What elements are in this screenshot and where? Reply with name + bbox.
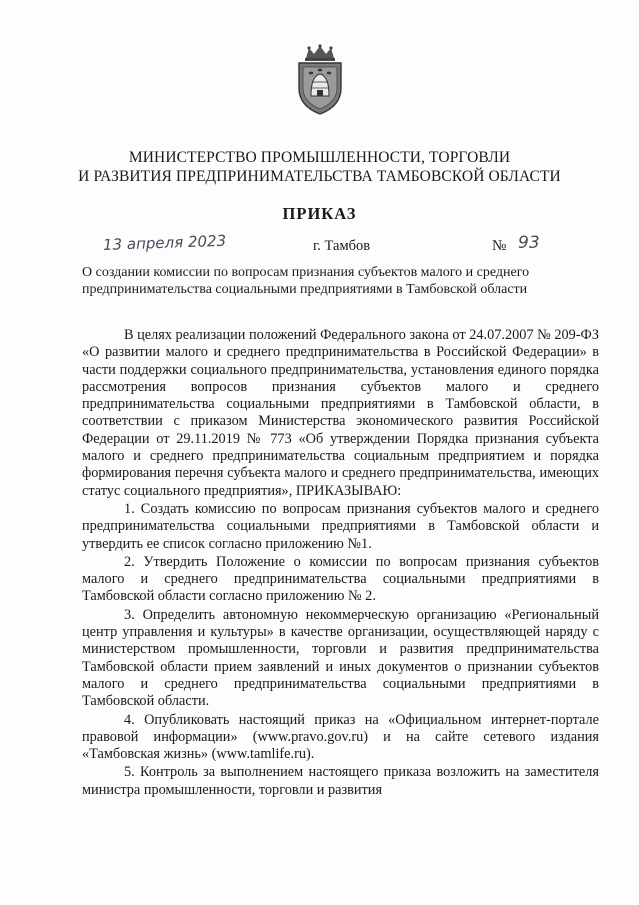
coat-of-arms-emblem <box>293 44 347 116</box>
order-item-2: 2. Утвердить Положение о комиссии по вопросам признания субъектов малого и среднего предпринимательства социальными предприятиями в Тамбовской области согласно приложению № 2. <box>82 553 599 605</box>
ministry-name-line-1: МИНИСТЕРСТВО ПРОМЫШЛЕННОСТИ, ТОРГОВЛИ <box>128 149 511 166</box>
city-label: г. Тамбов <box>313 238 371 254</box>
order-item-3: 3. Определить автономную некоммерческую организацию «Региональный центр управления и культуры» в качестве организации, осуществляющей наряду с министерством промышленности, торговли и развития предпринимательства Тамбовской области прием заявлений и иных документов о признании субъектов малого и среднего предпринимательства социальными предприятиями в Тамбовской области. <box>82 606 599 710</box>
order-item-4: 4. Опубликовать настоящий приказ на «Официальном интернет-портале правовой информации» (www.pravo.gov.ru) и на сайте сетевого издания «Тамбовская жизнь» (www.tamlife.ru). <box>82 711 599 763</box>
ministry-name-line-2: И РАЗВИТИЯ ПРЕДПРИНИМАТЕЛЬСТВА ТАМБОВСКОЙ ОБЛАСТИ <box>78 168 561 185</box>
preamble-paragraph: В целях реализации положений Федерального закона от 24.07.2007 № 209-ФЗ «О развитии малого и среднего предпринимательства в Российской Федерации» в части поддержки социального предпринимательства, установления единого порядка рассмотрения вопросов признания субъектов малого и среднего предпринимательства социальными предприятиями в Тамбовской области, в соответствии с приказом Министерства экономического развития Российской Федерации от 29.11.2019 № 773 «Об утверждении Порядка признания субъекта малого и среднего предпринимательства социальным предприятием и порядка формирования перечня субъекта малого и среднего предпринимательства, имеющих статус социального предприятия», ПРИКАЗЫВАЮ: <box>82 327 599 499</box>
handwritten-date: 13 апреля 2023 <box>102 231 227 254</box>
order-item-1: 1. Создать комиссию по вопросам признания субъектов малого и среднего предпринимательства социальными предприятиями в Тамбовской области и утвердить ее список согласно приложению №1. <box>82 500 599 552</box>
document-subject: О создании комиссии по вопросам признания субъектов малого и среднего предпринимательства социальными предприятиями в Тамбовской области <box>82 265 530 297</box>
handwritten-number: 93 <box>518 233 540 253</box>
order-item-5: 5. Контроль за выполнением настоящего приказа возложить на заместителя министра промышленности, торговли и развития <box>82 764 599 798</box>
document-title: ПРИКАЗ <box>282 204 357 223</box>
document-body <box>82 327 599 799</box>
number-label: № <box>492 238 507 254</box>
